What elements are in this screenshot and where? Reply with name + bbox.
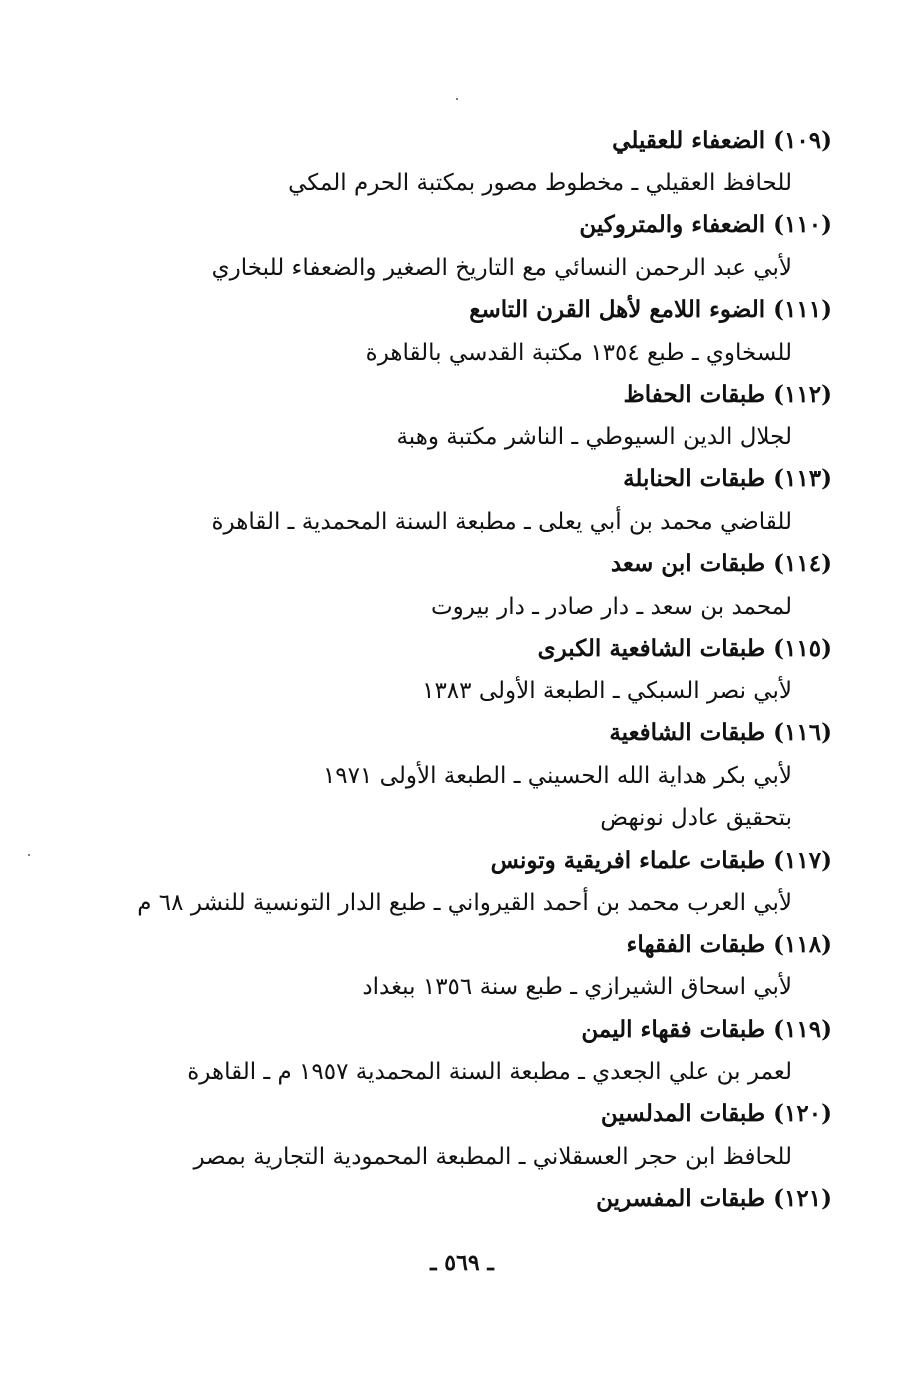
scan-speck bbox=[456, 98, 458, 100]
entry-detail: لأبي العرب محمد بن أحمد القيرواني ـ طبع الدار التونسية للنشر ٦٨ م bbox=[137, 890, 792, 916]
entry-title: (١١١) الضوء اللامع لأهل القرن التاسع bbox=[469, 296, 832, 323]
entry-detail: لأبي عبد الرحمن النسائي مع التاريخ الصغير والضعفاء للبخاري bbox=[211, 255, 792, 281]
scan-speck bbox=[28, 854, 30, 856]
entry-title: (١١٦) طبقات الشافعية bbox=[609, 719, 832, 746]
entry-title: (١٢٠) طبقات المدلسين bbox=[600, 1100, 832, 1127]
entry-detail: لأبي اسحاق الشيرازي ـ طبع سنة ١٣٥٦ ببغداد bbox=[362, 974, 792, 1000]
entry-detail: لأبي بكر هداية الله الحسيني ـ الطبعة الأولى ١٩٧١ bbox=[322, 763, 792, 789]
entry-title: (١١٣) طبقات الحنابلة bbox=[623, 465, 832, 492]
entry-title: (١١٨) طبقات الفقهاء bbox=[626, 931, 832, 958]
entry-detail: للسخاوي ـ طبع ١٣٥٤ مكتبة القدسي بالقاهرة bbox=[365, 340, 792, 366]
entry-detail: لعمر بن علي الجعدي ـ مطبعة السنة المحمدية ١٩٥٧ م ـ القاهرة bbox=[187, 1059, 792, 1085]
page-number: ـ ٥٦٩ ـ bbox=[430, 1250, 494, 1276]
entry-title: (١١٠) الضعفاء والمتروكين bbox=[579, 211, 832, 238]
entry-title: (١٠٩) الضعفاء للعقيلي bbox=[612, 127, 832, 154]
entry-detail: للقاضي محمد بن أبي يعلى ـ مطبعة السنة المحمدية ـ القاهرة bbox=[211, 509, 792, 535]
entry-title: (١١٩) طبقات فقهاء اليمن bbox=[581, 1016, 832, 1043]
entry-detail: للحافظ العقيلي ـ مخطوط مصور بمكتبة الحرم المكي bbox=[288, 170, 792, 196]
entry-title: (١٢١) طبقات المفسرين bbox=[596, 1185, 832, 1212]
entry-detail: لمحمد بن سعد ـ دار صادر ـ دار بيروت bbox=[431, 594, 792, 620]
entry-title: (١١٤) طبقات ابن سعد bbox=[610, 550, 832, 577]
entry-title: (١١٢) طبقات الحفاظ bbox=[623, 381, 832, 408]
entry-title: (١١٥) طبقات الشافعية الكبرى bbox=[537, 635, 832, 662]
entry-detail: لجلال الدين السيوطي ـ الناشر مكتبة وهبة bbox=[396, 424, 792, 450]
entry-title: (١١٧) طبقات علماء افريقية وتونس bbox=[490, 847, 832, 874]
entry-detail: بتحقيق عادل نونهض bbox=[600, 805, 792, 831]
entry-detail: لأبي نصر السبكي ـ الطبعة الأولى ١٣٨٣ bbox=[422, 678, 792, 704]
entry-detail: للحافظ ابن حجر العسقلاني ـ المطبعة المحمودية التجارية بمصر bbox=[193, 1144, 792, 1170]
